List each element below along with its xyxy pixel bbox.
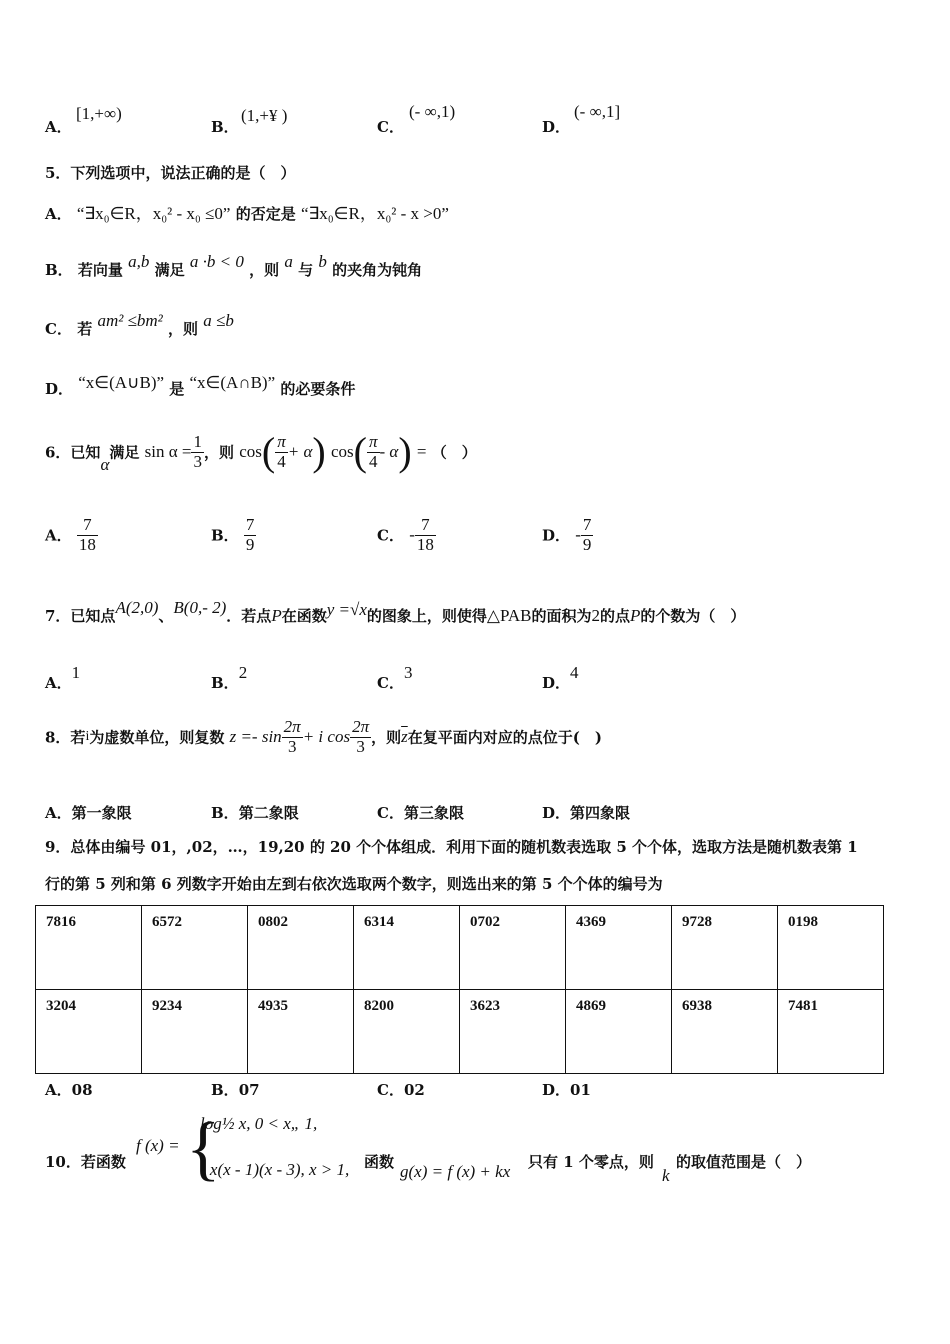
q5-d-text2: 的必要条件 bbox=[280, 380, 356, 398]
q9-b-text: 07 bbox=[238, 1081, 260, 1099]
q6-frac-1 bbox=[275, 433, 288, 471]
q8-frac-2 bbox=[350, 718, 371, 756]
q9-d-label: D． bbox=[542, 1081, 571, 1099]
q6-b-num: 7 bbox=[245, 515, 255, 534]
q5-option-c bbox=[45, 311, 234, 339]
q4-option-a-expr: [1,+∞) bbox=[76, 104, 122, 123]
q8-stem1: 8．若 bbox=[45, 728, 86, 747]
q6-d-sign: - bbox=[575, 525, 581, 545]
q6-c-sign: - bbox=[409, 525, 415, 545]
q10-stem1: 10．若函数 bbox=[45, 1153, 126, 1171]
q6-a-label: A． bbox=[45, 526, 72, 545]
q5-d-prop2: “x∈(A∩B)” bbox=[189, 373, 276, 392]
q6-four1: 4 bbox=[277, 451, 286, 471]
q6-pi2: π bbox=[368, 431, 378, 451]
table-cell: 7481 bbox=[778, 990, 884, 1074]
q4-option-c-expr: (- ∞,1) bbox=[409, 102, 456, 121]
q6-c-frac bbox=[415, 516, 436, 554]
q9-d-text: 01 bbox=[570, 1081, 591, 1099]
q5-c-text2: ，则 bbox=[168, 320, 199, 338]
q6-plus-alpha: + α bbox=[287, 442, 313, 461]
q6-c-num: 7 bbox=[415, 516, 436, 536]
q7-func: y =√x bbox=[326, 600, 367, 619]
random-number-table bbox=[35, 905, 884, 1074]
q8-c-text: 第三象限 bbox=[403, 804, 464, 822]
table-cell: 4369 bbox=[566, 906, 672, 990]
table-cell: 0198 bbox=[778, 906, 884, 990]
table-cell: 6314 bbox=[354, 906, 460, 990]
q6-stem2: 满足 bbox=[109, 443, 140, 462]
q6-b-frac bbox=[244, 516, 257, 554]
q5-b-b: b bbox=[318, 252, 327, 271]
q8-b-text: 第二象限 bbox=[238, 804, 299, 822]
q7-pointA: A(2,0) bbox=[115, 598, 159, 617]
q6-a-num: 7 bbox=[77, 516, 98, 536]
q4-option-c-label: C． bbox=[377, 118, 404, 136]
q5-option-b bbox=[45, 252, 423, 280]
q6-a-den: 18 bbox=[78, 534, 96, 554]
q8-b-label: B． bbox=[211, 804, 239, 822]
q8-stem2: 为虚数单位，则复数 bbox=[89, 728, 225, 747]
q5-a-label: A． bbox=[45, 205, 72, 223]
q8-option-b bbox=[211, 802, 299, 823]
q9-option-c bbox=[377, 1079, 425, 1100]
q10-case2: - x(x - 1)(x - 3), x > 1, bbox=[200, 1160, 350, 1179]
q6-stem3: ，则 bbox=[203, 443, 234, 462]
q7-d-val: 4 bbox=[570, 663, 579, 682]
q5-b-label: B． bbox=[45, 261, 73, 279]
table-cell: 0802 bbox=[248, 906, 354, 990]
q8-a-label: A． bbox=[45, 804, 72, 822]
q7-b-val: 2 bbox=[238, 663, 248, 682]
q5-b-vars: a,b bbox=[128, 252, 150, 271]
q9-c-text: 02 bbox=[403, 1081, 425, 1099]
q7-stem bbox=[45, 598, 746, 626]
q5-c-label: C． bbox=[45, 320, 72, 338]
q5-b-text2: 满足 bbox=[154, 261, 185, 279]
q5-option-a bbox=[45, 199, 449, 224]
table-cell: 6572 bbox=[142, 906, 248, 990]
q8-stem4: 在复平面内对应的点位于( ) bbox=[407, 728, 602, 747]
q6-a-frac bbox=[77, 516, 98, 554]
q6-cond-frac bbox=[191, 433, 204, 471]
q4-option-b-label: B． bbox=[211, 118, 239, 136]
q9-c-label: C． bbox=[377, 1081, 404, 1099]
q7-stem7: 的个数为（ ） bbox=[640, 607, 746, 625]
q6-frac-2 bbox=[367, 433, 380, 471]
q7-stem3: 在函数 bbox=[281, 607, 327, 625]
q7-c-val: 3 bbox=[403, 663, 413, 682]
q8-z-eq: z =- sin bbox=[229, 727, 282, 747]
table-cell: 6938 bbox=[672, 990, 778, 1074]
table-cell: 8200 bbox=[354, 990, 460, 1074]
q8-d2: 3 bbox=[356, 736, 365, 756]
q8-mid: + i cos bbox=[302, 727, 351, 747]
q8-option-a bbox=[45, 802, 132, 823]
q7-stem5: 的面积为 bbox=[531, 607, 592, 625]
q10-f: f (x) = bbox=[136, 1136, 180, 1155]
q8-option-c bbox=[377, 802, 464, 823]
q10-stem2: 函数 bbox=[364, 1153, 395, 1171]
q6-d-frac bbox=[581, 516, 594, 554]
q6-minus-alpha: - α bbox=[379, 442, 399, 461]
q5-stem: 5．下列选项中，说法正确的是（ ） bbox=[45, 164, 296, 182]
q8-d1: 3 bbox=[287, 736, 297, 756]
q5-b-text5: 的夹角为钝角 bbox=[332, 261, 423, 279]
q7-pointB: B(0,- 2) bbox=[173, 598, 227, 617]
q8-d-label: D． bbox=[542, 804, 571, 822]
q6-cond-den: 3 bbox=[193, 451, 202, 471]
table-row bbox=[36, 990, 884, 1074]
q5-a-prop1: “∃x₀∈R，x₀² - x₀ ≤0” bbox=[76, 204, 231, 223]
q5-d-label: D． bbox=[45, 380, 74, 398]
q7-stem4: 的图象上，则使得 bbox=[366, 607, 487, 625]
q6-paren-open-1: ( bbox=[261, 429, 276, 474]
q6-cos2: cos bbox=[330, 442, 354, 461]
q10-case1: log½ x, 0 < x„ 1, bbox=[200, 1114, 318, 1133]
q5-a-prop2: “∃x₀∈R，x₀² - x >0” bbox=[300, 204, 449, 223]
q7-d-label: D． bbox=[542, 674, 571, 692]
q6-c-den: 18 bbox=[416, 534, 434, 554]
q7-a-label: A． bbox=[45, 674, 72, 692]
q5-b-text3: ，则 bbox=[249, 261, 280, 279]
q8-a-text: 第一象限 bbox=[71, 804, 132, 822]
q8-n1: 2π bbox=[283, 717, 301, 736]
q6-alpha: α bbox=[100, 455, 110, 474]
q7-P2: P bbox=[630, 606, 641, 625]
q8-option-d bbox=[542, 802, 630, 823]
q7-c-label: C． bbox=[377, 674, 404, 692]
q9-b-label: B． bbox=[211, 1081, 239, 1099]
q6-option-d bbox=[542, 516, 593, 554]
q9-a-label: A． bbox=[45, 1081, 72, 1099]
table-cell: 7816 bbox=[36, 906, 142, 990]
q6-paren-close-2: ) bbox=[398, 429, 412, 474]
q9-line1: 9．总体由编号 01，,02，…，19,20 的 20 个个体组成．利用下面的随机数表选取 5 个个体，选取方法是随机数表第 1 bbox=[45, 838, 858, 856]
q6-cond-num: 1 bbox=[193, 431, 202, 451]
q10-g: g(x) = f (x) + kx bbox=[400, 1162, 511, 1181]
q6-paren-open-2: ( bbox=[353, 429, 367, 474]
q6-eq: = bbox=[416, 442, 427, 461]
q9-option-d bbox=[542, 1079, 591, 1100]
q9-line2: 行的第 5 列和第 6 列数字开始由左到右依次选取两个数字，则选出来的第 5 个个体的编号为 bbox=[45, 875, 663, 893]
q6-blank: （ ） bbox=[431, 443, 477, 462]
table-cell: 4869 bbox=[566, 990, 672, 1074]
q6-d-den: 9 bbox=[582, 534, 592, 554]
table-cell: 9234 bbox=[142, 990, 248, 1074]
q6-c-label: C． bbox=[377, 526, 404, 545]
q7-option-c bbox=[377, 663, 413, 693]
q8-frac-1 bbox=[282, 718, 303, 756]
q6-option-b bbox=[211, 516, 256, 554]
q5-d-text1: 是 bbox=[169, 380, 185, 398]
q5-a-text: 的否定是 bbox=[235, 205, 296, 223]
q5-option-d bbox=[45, 373, 356, 399]
q6-paren-close-1: ) bbox=[312, 429, 326, 474]
q5-b-a: a bbox=[284, 252, 293, 271]
q8-stem bbox=[45, 718, 602, 756]
q6-option-c bbox=[377, 516, 436, 554]
q7-sep: 、 bbox=[158, 607, 174, 625]
q5-c-text1: 若 bbox=[77, 320, 93, 338]
q4-option-d-label: D． bbox=[542, 118, 571, 136]
q5-b-expr: a ·b < 0 bbox=[189, 252, 244, 271]
q6-four2: 4 bbox=[368, 451, 378, 471]
q10-k: k bbox=[662, 1166, 670, 1185]
q7-stem6: 的点 bbox=[600, 607, 631, 625]
q7-a-val: 1 bbox=[71, 663, 81, 682]
q5-c-expr2: a ≤b bbox=[203, 311, 234, 330]
q5-b-text1: 若向量 bbox=[77, 261, 123, 279]
q8-d-text: 第四象限 bbox=[570, 804, 631, 822]
table-cell: 9728 bbox=[672, 906, 778, 990]
q6-stem bbox=[45, 429, 477, 475]
q6-d-label: D． bbox=[542, 526, 571, 545]
q4-option-d-expr: (- ∞,1] bbox=[574, 102, 621, 121]
q8-i: i bbox=[85, 729, 90, 745]
q8-stem3: ，则 bbox=[371, 728, 402, 747]
q7-stem2: ．若点 bbox=[226, 607, 272, 625]
q6-d-num: 7 bbox=[582, 515, 592, 534]
q4-option-b-expr: (1,+¥ ) bbox=[241, 106, 288, 125]
q8-n2: 2π bbox=[352, 717, 370, 736]
q6-cos1: cos bbox=[239, 442, 262, 461]
q6-b-label: B． bbox=[211, 526, 239, 545]
q7-option-d bbox=[542, 663, 579, 693]
q8-c-label: C． bbox=[377, 804, 404, 822]
q9-a-text: 08 bbox=[71, 1081, 93, 1099]
q6-stem1: 6．已知 bbox=[45, 443, 101, 462]
q10-brace: { bbox=[186, 1108, 221, 1188]
q6-b-den: 9 bbox=[245, 534, 255, 554]
q6-option-a bbox=[45, 516, 98, 554]
q8-zbar: $\overline{z}$ bbox=[401, 727, 408, 747]
q6-pi1: π bbox=[277, 431, 286, 451]
q7-P1: P bbox=[271, 606, 282, 625]
q7-option-b bbox=[211, 663, 248, 693]
table-row bbox=[36, 906, 884, 990]
q4-option-a-label: A． bbox=[45, 118, 72, 136]
q5-d-prop1: “x∈(A∪B)” bbox=[78, 373, 165, 392]
q10-stem3: 只有 1 个零点，则 bbox=[528, 1153, 654, 1171]
q7-option-a bbox=[45, 663, 81, 693]
q7-two: 2 bbox=[591, 606, 600, 625]
table-cell: 0702 bbox=[460, 906, 566, 990]
q5-b-text4: 与 bbox=[298, 261, 314, 279]
table-cell: 3623 bbox=[460, 990, 566, 1074]
q10-stem4: 的取值范围是（ ） bbox=[676, 1153, 812, 1171]
q7-stem1: 7．已知点 bbox=[45, 607, 116, 625]
q9-option-b bbox=[211, 1079, 260, 1100]
q7-b-label: B． bbox=[211, 674, 239, 692]
table-cell: 3204 bbox=[36, 990, 142, 1074]
q7-tri: △PAB bbox=[486, 606, 532, 625]
q9-option-a bbox=[45, 1079, 93, 1100]
q6-cond-lhs: sin α = bbox=[144, 442, 192, 461]
table-cell: 4935 bbox=[248, 990, 354, 1074]
q5-c-expr1: am² ≤bm² bbox=[97, 311, 163, 330]
